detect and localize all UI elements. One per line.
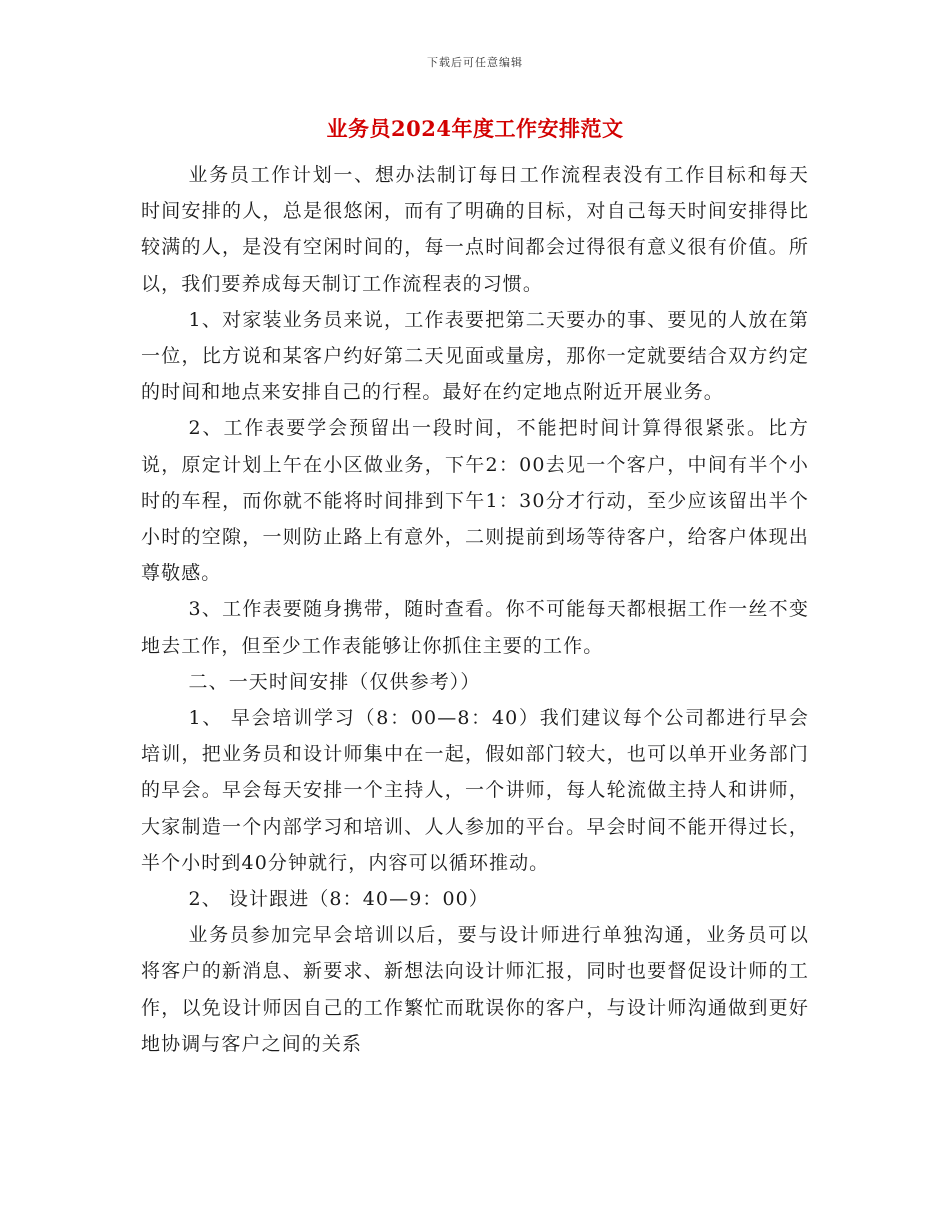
subsection-heading: 2、 设计跟进（8：40—9：00） xyxy=(188,888,489,911)
paragraph: 1、对家装业务员来说，工作表要把第二天要办的事、要见的人放在第一位，比方说和某客户约好第二天见面或量房，那你一定就要结合双方约定的时间和地点来安排自己的行程。最好在约定地点附近开展业务。 xyxy=(141,308,809,404)
paragraph: 1、 早会培训学习（8：00—8：40）我们建议每个公司都进行早会培训，把业务员和设计师集中在一起，假如部门较大，也可以单开业务部门的早会。早会每天安排一个主持人，一个讲师，每人轮流做主持人和讲师，大家制造一个内部学习和培训、人人参加的平台。早会时间不能开得过长，半个小时到40分钟就行，内容可以循环推动。 xyxy=(141,707,809,874)
header-note: 下载后可任意编辑 xyxy=(427,56,523,69)
paragraph: 2、工作表要学会预留出一段时间，不能把时间计算得很紧张。比方说，原定计划上午在小区做业务，下午2：00去见一个客户，中间有半个小时的车程，而你就不能将时间排到下午1：30分才行动，至少应该留出半个小时的空隙，一则防止路上有意外，二则提前到场等待客户，给客户体现出尊敬感。 xyxy=(141,417,809,585)
document-title: 业务员2024年度工作安排范文 xyxy=(326,116,624,141)
document-body xyxy=(141,157,809,1062)
paragraph: 3、工作表要随身携带，随时查看。你不可能每天都根据工作一丝不变地去工作，但至少工作表能够让你抓住主要的工作。 xyxy=(141,598,809,657)
paragraph: 业务员参加完早会培训以后，要与设计师进行单独沟通，业务员可以将客户的新消息、新要求、新想法向设计师汇报，同时也要督促设计师的工作，以免设计师因自己的工作繁忙而耽误你的客户，与设计师沟通做到更好地协调与客户之间的关系 xyxy=(141,924,809,1055)
paragraph: 业务员工作计划一、想办法制订每日工作流程表没有工作目标和每天时间安排的人，总是很悠闲，而有了明确的目标，对自己每天时间安排得比较满的人，是没有空闲时间的，每一点时间都会过得很有意义很有价值。所以，我们要养成每天制订工作流程表的习惯。 xyxy=(141,164,809,295)
section-heading: 二、一天时间安排（仅供参考）） xyxy=(188,670,481,693)
